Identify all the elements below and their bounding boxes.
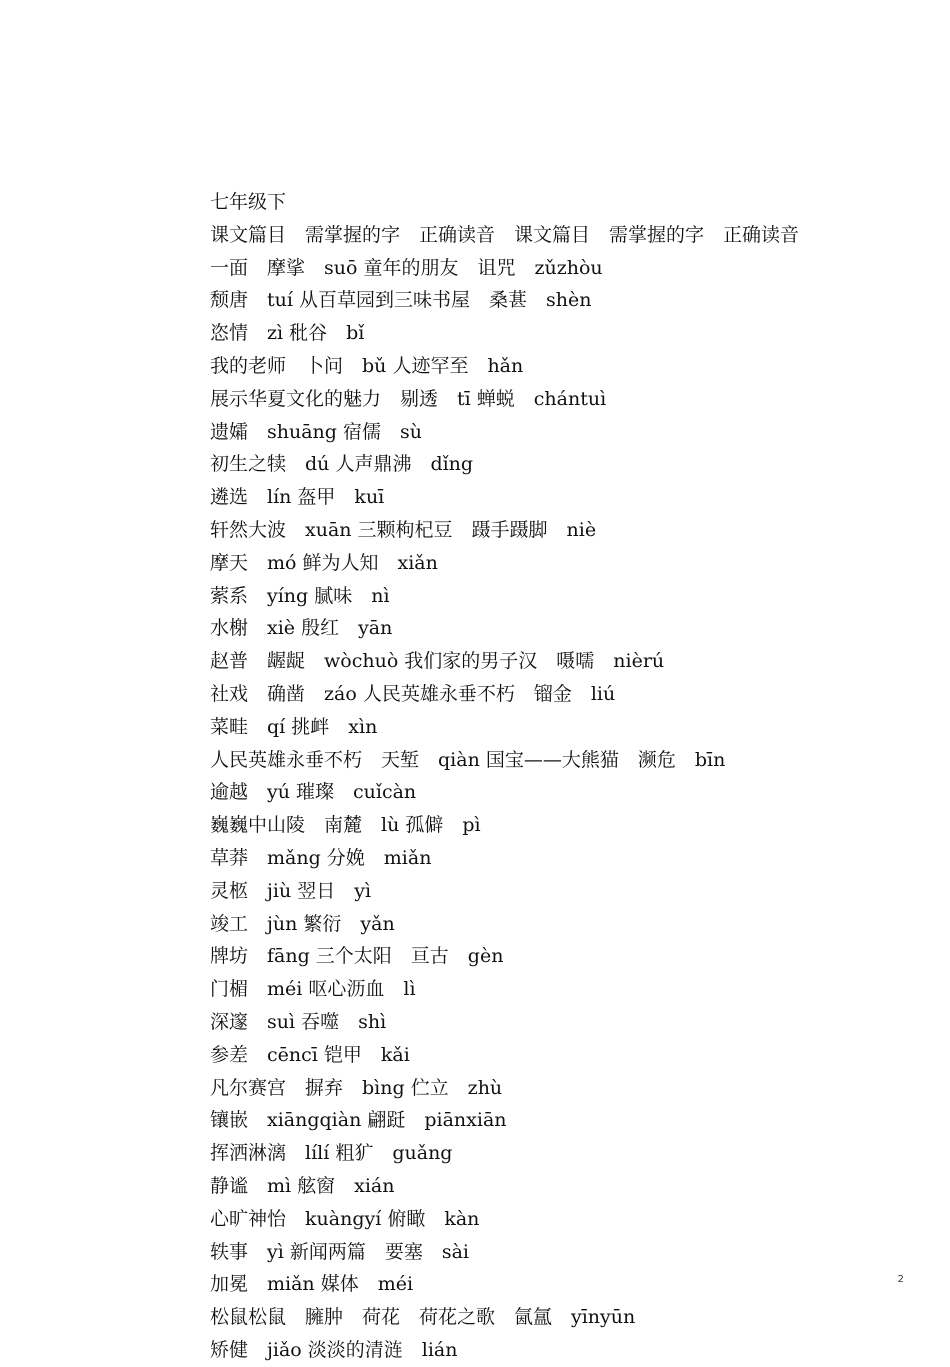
table-header-row: 课文篇目 需掌握的字 正确读音 课文篇目 需掌握的字 正确读音 (210, 223, 800, 246)
text-line: 凡尔赛宫 摒弃 bìng 伫立 zhù (210, 1076, 503, 1099)
text-line: 参差 cēncī 铠甲 kǎi (210, 1043, 410, 1066)
text-line: 心旷神怡 kuàngyí 俯瞰 kàn (210, 1207, 480, 1230)
text-line: 恣情 zì 秕谷 bǐ (210, 322, 365, 345)
text-line: 松鼠松鼠 臃肿 荷花 荷花之歌 氤氲 yīnyūn (210, 1306, 636, 1329)
text-line: 挥洒淋漓 lílí 粗犷 guǎng (210, 1142, 453, 1165)
text-line: 灵柩 jiù 翌日 yì (210, 879, 372, 902)
text-line: 静谧 mì 舷窗 xián (210, 1174, 395, 1197)
document-body (210, 186, 910, 1367)
page-number: 2 (897, 1274, 904, 1285)
text-line: 轶事 yì 新闻两篇 要塞 sài (210, 1240, 470, 1263)
text-line: 镶嵌 xiāngqiàn 翩跹 piānxiān (210, 1109, 507, 1132)
text-line: 深邃 suì 吞噬 shì (210, 1010, 387, 1033)
text-line: 遗孀 shuāng 宿儒 sù (210, 420, 422, 443)
text-line: 水榭 xiè 殷红 yān (210, 617, 393, 640)
text-line: 竣工 jùn 繁衍 yǎn (210, 912, 395, 935)
text-line: 轩然大波 xuān 三颗枸杞豆 蹑手蹑脚 niè (210, 518, 597, 541)
text-line: 逾越 yú 璀璨 cuǐcàn (210, 781, 417, 804)
text-line: 矫健 jiǎo 淡淡的清涟 lián (210, 1338, 458, 1361)
text-line: 我的老师 卜问 bǔ 人迹罕至 hǎn (210, 354, 524, 377)
text-line: 巍巍中山陵 南麓 lù 孤僻 pì (210, 814, 481, 837)
text-line: 社戏 确凿 záo 人民英雄永垂不朽 镏金 liú (210, 682, 616, 705)
document-heading: 七年级下 (210, 191, 287, 213)
text-line: 展示华夏文化的魅力 剔透 tī 蝉蜕 chántuì (210, 387, 607, 410)
text-line: 草莽 mǎng 分娩 miǎn (210, 846, 432, 869)
text-line: 一面 摩挲 suō 童年的朋友 诅咒 zǔzhòu (210, 256, 603, 279)
text-line: 初生之犊 dú 人声鼎沸 dǐng (210, 453, 474, 476)
text-line: 摩天 mó 鲜为人知 xiǎn (210, 551, 438, 574)
text-line: 牌坊 fāng 三个太阳 亘古 gèn (210, 945, 504, 968)
text-line: 遴选 lín 盔甲 kuī (210, 486, 385, 509)
text-line: 门楣 méi 呕心沥血 lì (210, 978, 416, 1001)
text-line: 加冕 miǎn 媒体 méi (210, 1273, 414, 1296)
text-line: 人民英雄永垂不朽 天堑 qiàn 国宝——大熊猫 濒危 bīn (210, 748, 726, 771)
text-line: 萦系 yíng 腻味 nì (210, 584, 390, 607)
text-line: 菜畦 qí 挑衅 xìn (210, 715, 378, 738)
text-line: 赵普 龌龊 wòchuò 我们家的男子汉 嗫嚅 nièrú (210, 650, 665, 673)
text-line: 颓唐 tuí 从百草园到三味书屋 桑葚 shèn (210, 289, 592, 312)
